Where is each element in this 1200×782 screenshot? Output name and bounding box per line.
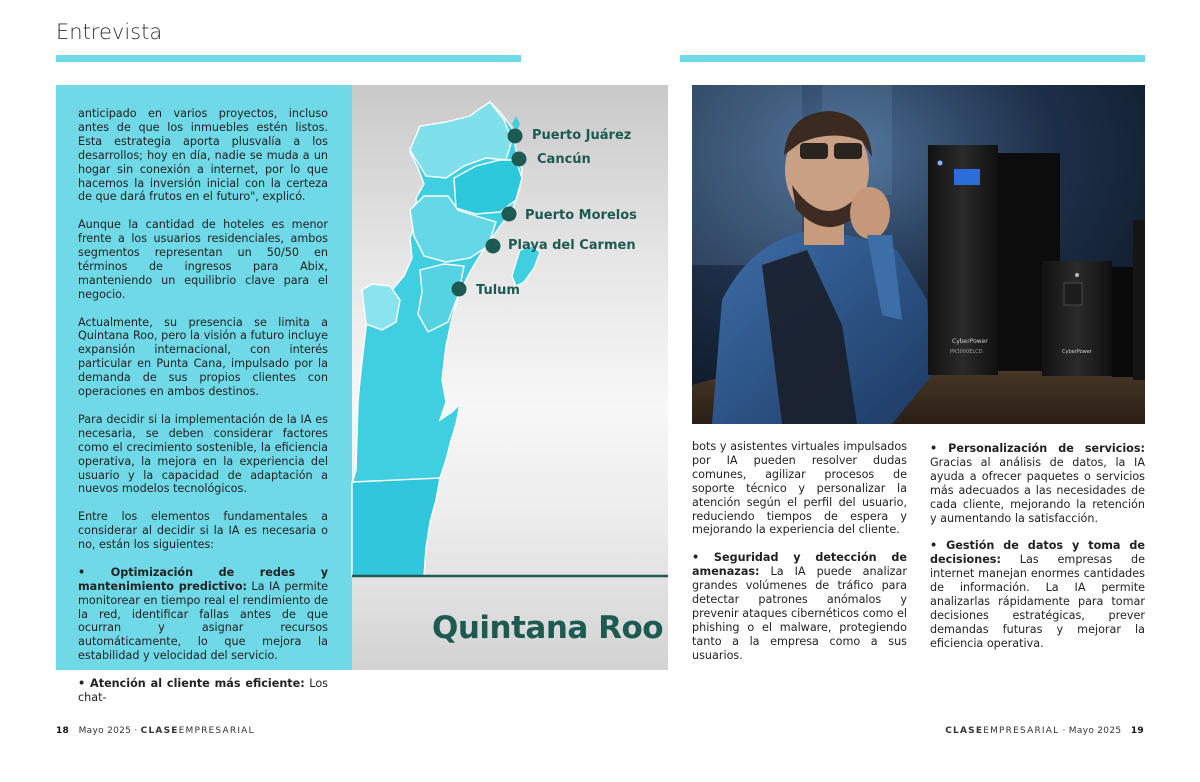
bullet-item	[930, 442, 1145, 525]
city-marker	[452, 282, 467, 297]
bullet-title: • Gestión de datos y toma de decisiones:	[930, 539, 1145, 567]
city-marker	[486, 239, 501, 254]
paragraph: bots y asistentes virtuales impulsados por IA pueden resolver dudas comunes, agilizar procesos de soporte técnico y personalizar la atención según el perfil del usuario, reduciendo tiempos de espera y mejorando la experiencia del cliente.	[692, 440, 907, 537]
paragraph: Actualmente, su presencia se limita a Quintana Roo, pero la visión a futuro incluye expansión internacional, con interés particular en Punta Cana, impulsado por la demanda de sus propios clientes con operaciones en ambos destinos.	[78, 315, 328, 399]
bullet-title: • Personalización de servicios:	[930, 442, 1145, 455]
region-south	[352, 478, 440, 576]
bullet-text: Los chat-	[78, 677, 328, 704]
paragraph: Entre los elementos fundamentales a considerar al decidir si la IA es necesaria o no, están los siguientes:	[78, 510, 328, 552]
bullet-text: La IA puede analizar grandes volúmenes de tráfico para detectar patrones anómalos y prevenir ataques cibernéticos como el phishing o el malware, protegiendo tanto a la empresa como a sus usuarios.	[692, 565, 907, 662]
bullet-item	[930, 539, 1145, 650]
paragraph: anticipado en varios proyectos, incluso antes de que los inmuebles estén listos. Esta estrategia aporta plusvalía a los desarrollos; hoy en día, nadie se muda a un hogar sin conexión a internet, por lo que hacemos la inversión inicial con la certeza de que dará frutos en el futuro", explicó.	[78, 107, 328, 204]
photo-illustration	[692, 85, 1145, 424]
footer-date-left: Mayo 2025 ·	[78, 726, 141, 736]
page-number-right: 19	[1130, 726, 1144, 736]
ups-model-1: PR3000ELCD	[950, 349, 983, 355]
state-title: Quintana Roo	[432, 610, 664, 646]
city-label-cancun: Cancún	[537, 152, 591, 167]
bullet-item	[692, 551, 907, 662]
footer-left	[56, 726, 255, 736]
paragraph: Aunque la cantidad de hoteles es menor frente a los usuarios residenciales, ambos segmentos representan un 50/50 en términos de ingresos para Abix, manteniendo un equilibrio clave para el negocio.	[78, 218, 328, 301]
region-west	[362, 284, 400, 330]
footer-right	[945, 726, 1144, 736]
footer-date-right: · Mayo 2025	[1059, 726, 1122, 736]
ups-brand-1: CyberPower	[952, 338, 988, 345]
city-marker	[512, 152, 527, 167]
bullet-text: Gracias al análisis de datos, la IA ayuda a ofrecer paquetes o servicios más adecuados a las necesidades de cada cliente, mejorando la retención y aumentando la satisfacción.	[930, 455, 1145, 525]
city-marker	[502, 207, 517, 222]
bullet-title: • Optimización de redes y mantenimiento predictivo:	[78, 565, 328, 593]
footer-brand-b-right: EMPRESARIAL	[983, 726, 1060, 736]
region-tulum	[418, 264, 464, 332]
paragraph: Para decidir si la implementación de la IA es necesaria, se deben considerar factores como el crecimiento sostenible, la eficiencia operativa, la mejora en la experiencia del usuario y la capacidad de adaptación a nuevos modelos tecnológicos.	[78, 412, 328, 496]
footer-brand-a-left: CLASE	[140, 726, 179, 736]
ups-brand-2: CyberPower	[1062, 349, 1092, 355]
city-label-puerto-morelos: Puerto Morelos	[525, 208, 637, 223]
article-photo	[692, 85, 1145, 424]
bullet-text: Las empresas de internet manejan enormes cantidades de información. La IA permite analizarlas rápidamente para tomar decisiones estratégicas, prever demandas futuras y mejorar la eficiencia operativa.	[930, 553, 1145, 650]
city-label-playa-del-carmen: Playa del Carmen	[508, 238, 636, 253]
footer-brand-b-left: EMPRESARIAL	[178, 726, 255, 736]
city-label-tulum: Tulum	[476, 283, 520, 298]
city-marker	[508, 129, 523, 144]
bullet-text: La IA permite monitorear en tiempo real el rendimiento de la red, identificar fallas antes de que ocurran y asignar recursos automáticamente, lo que mejora la estabilidad y velocidad del servicio.	[78, 579, 328, 663]
city-label-puerto-juarez: Puerto Juárez	[532, 128, 632, 143]
bullet-title: • Atención al cliente más eficiente:	[78, 677, 305, 691]
article-column-3	[930, 442, 1145, 664]
footer-brand-a-right: CLASE	[945, 726, 984, 736]
page-number-left: 18	[56, 726, 70, 736]
section-title: Entrevista	[56, 20, 163, 44]
bullet-title: • Seguridad y detección de amenazas:	[692, 551, 907, 579]
article-column-2	[692, 440, 907, 676]
